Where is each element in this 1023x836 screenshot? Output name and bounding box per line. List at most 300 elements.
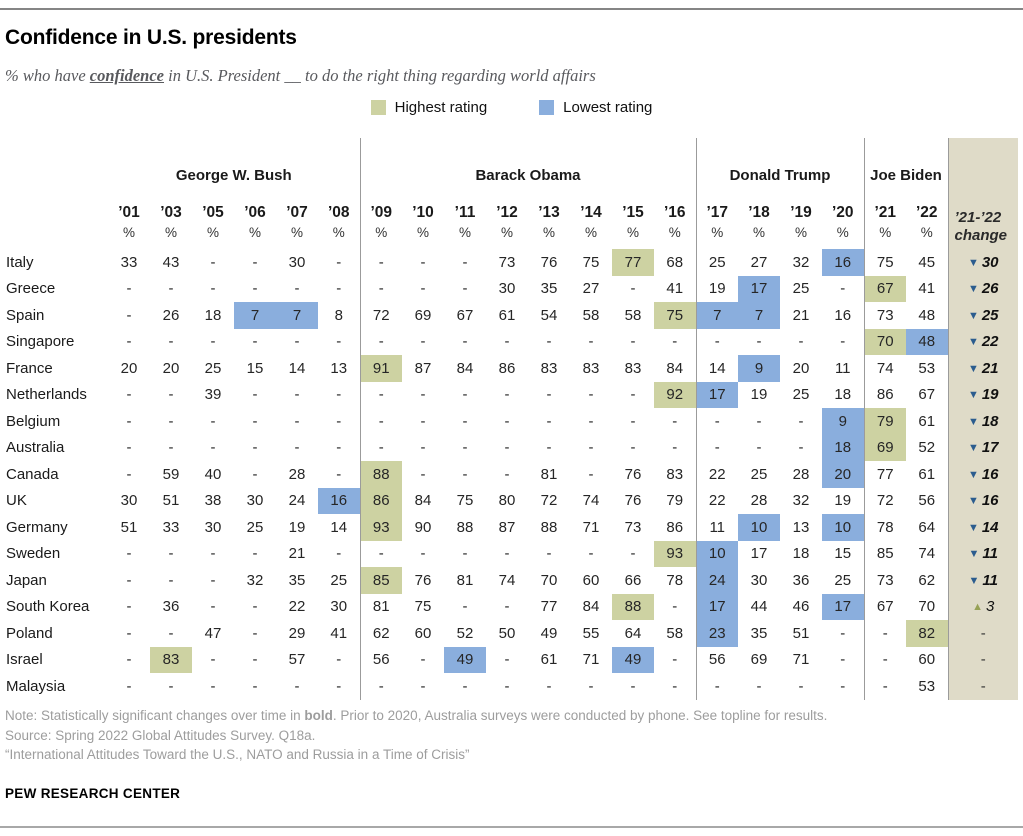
value-cell: 39	[204, 386, 222, 404]
value-cell: 64	[906, 514, 948, 541]
value-cell: -	[798, 439, 804, 457]
table-corner	[4, 138, 108, 192]
note-suffix: . Prior to 2020, Australia surveys were conducted by phone. See topline for results.	[332, 708, 828, 723]
value-cell: 25	[708, 253, 726, 271]
subtitle-suffix: in U.S. President __ to do the right thing regarding world affairs	[164, 66, 596, 85]
president-header: Joe Biden	[864, 138, 948, 192]
percent-symbol: %	[164, 225, 177, 240]
country-label: South Korea	[6, 598, 90, 616]
value-cell: -	[318, 408, 360, 435]
table-row	[4, 435, 1018, 462]
value-cell: -	[318, 673, 360, 700]
value-cell: 18	[822, 435, 864, 462]
legend-item-lowest	[539, 99, 652, 116]
subtitle-emphasis: confidence	[89, 66, 165, 85]
value-cell: 22	[288, 598, 306, 616]
value-cell: 73	[876, 571, 894, 589]
value-cell: 28	[792, 465, 810, 483]
year-header: ’21	[874, 204, 897, 221]
table-row	[4, 461, 1018, 488]
value-cell: 50	[498, 624, 516, 642]
note-line	[5, 706, 1018, 726]
value-cell: -	[588, 412, 594, 430]
change-cell	[948, 408, 1018, 435]
page-title: Confidence in U.S. presidents	[5, 26, 297, 49]
value-cell: 69	[864, 435, 906, 462]
value-cell: 70	[864, 329, 906, 356]
value-cell: -	[462, 439, 468, 457]
value-cell: -	[318, 461, 360, 488]
value-cell: 25	[792, 280, 810, 298]
year-header: ’07	[286, 204, 308, 221]
value-cell: -	[420, 333, 426, 351]
value-cell: 85	[360, 567, 402, 594]
value-cell: -	[252, 651, 258, 669]
change-value: 14	[981, 518, 999, 536]
highest-rating-swatch-icon	[371, 100, 386, 115]
value-cell: -	[588, 386, 594, 404]
value-cell: 69	[750, 651, 768, 669]
value-cell: 76	[624, 465, 642, 483]
legend-item-highest	[371, 99, 488, 116]
value-cell: 79	[654, 488, 696, 515]
value-cell: -	[318, 647, 360, 674]
value-cell: 25	[792, 386, 810, 404]
value-cell: 58	[582, 306, 600, 324]
value-cell: 49	[540, 624, 558, 642]
value-cell: 28	[288, 465, 306, 483]
down-triangle-icon: ▼	[967, 415, 979, 428]
value-cell: 10	[738, 514, 780, 541]
year-header: ’08	[318, 192, 360, 223]
change-cell	[948, 461, 1018, 488]
subtitle	[5, 66, 596, 86]
value-cell: 83	[150, 647, 192, 674]
value-cell: 25	[246, 518, 264, 536]
value-cell: 75	[582, 253, 600, 271]
value-cell: 51	[120, 518, 138, 536]
percent-symbol: %	[584, 225, 597, 240]
year-header: ’03	[160, 204, 182, 221]
value-cell: 85	[876, 545, 894, 563]
value-cell: -	[654, 673, 696, 700]
value-cell: -	[546, 412, 552, 430]
value-cell: -	[420, 677, 426, 695]
value-cell: 33	[120, 253, 138, 271]
down-triangle-icon: ▼	[967, 309, 979, 322]
value-cell: -	[168, 280, 174, 298]
value-cell: 87	[414, 359, 432, 377]
change-value: 22	[981, 333, 999, 351]
value-cell: 35	[540, 280, 558, 298]
value-cell: 20	[162, 359, 180, 377]
value-cell: 77	[876, 465, 894, 483]
change-cell	[948, 567, 1018, 594]
value-cell: -	[126, 439, 132, 457]
value-cell: 17	[750, 545, 768, 563]
value-cell: 35	[750, 624, 768, 642]
value-cell: 23	[696, 620, 738, 647]
value-cell: 32	[792, 492, 810, 510]
value-cell: 41	[654, 276, 696, 303]
value-cell: -	[882, 624, 888, 642]
value-cell: 30	[288, 253, 306, 271]
value-cell: 67	[876, 598, 894, 616]
value-cell: 36	[162, 598, 180, 616]
down-triangle-icon: ▼	[968, 574, 980, 587]
down-triangle-icon: ▼	[967, 336, 979, 349]
percent-symbol: %	[248, 225, 261, 240]
country-label: Singapore	[6, 333, 75, 351]
value-cell: -	[882, 651, 888, 669]
value-cell: 16	[822, 302, 864, 329]
value-cell: 25	[750, 465, 768, 483]
value-cell: 53	[906, 673, 948, 700]
change-cell	[948, 647, 1018, 674]
change-value: 19	[981, 386, 999, 404]
value-cell: 69	[414, 306, 432, 324]
value-cell: 71	[582, 651, 600, 669]
value-cell: -	[378, 253, 384, 271]
value-cell: 86	[654, 514, 696, 541]
table-row	[4, 541, 1018, 568]
country-label: UK	[6, 492, 27, 510]
value-cell: -	[294, 677, 300, 695]
value-cell: -	[210, 439, 216, 457]
value-cell: -	[462, 386, 468, 404]
percent-symbol: %	[542, 225, 555, 240]
value-cell: 72	[372, 306, 390, 324]
value-cell: 36	[792, 571, 810, 589]
country-label: Sweden	[6, 545, 61, 563]
value-cell: 67	[864, 276, 906, 303]
year-header: ’05	[202, 204, 224, 221]
change-value: 16	[981, 465, 999, 483]
legend-lowest-label: Lowest rating	[563, 99, 653, 116]
value-cell: -	[588, 545, 594, 563]
value-cell: 60	[582, 571, 600, 589]
value-cell: -	[318, 249, 360, 276]
down-triangle-icon: ▼	[967, 362, 979, 375]
change-value: 21	[981, 359, 999, 377]
value-cell: 48	[906, 302, 948, 329]
value-cell: -	[504, 465, 510, 483]
value-cell: 32	[246, 571, 264, 589]
value-cell: -	[294, 412, 300, 430]
table-row	[4, 382, 1018, 409]
lowest-rating-swatch-icon	[539, 100, 554, 115]
value-cell: -	[504, 545, 510, 563]
change-value: 17	[981, 439, 999, 457]
year-header: ’12	[496, 204, 518, 221]
value-cell: 9	[738, 355, 780, 382]
value-cell: 84	[654, 355, 696, 382]
value-cell: -	[630, 386, 636, 404]
value-cell: 54	[540, 306, 558, 324]
value-cell: 25	[204, 359, 222, 377]
value-cell: 58	[624, 306, 642, 324]
change-value: -	[980, 651, 986, 669]
value-cell: 11	[709, 518, 726, 536]
value-cell: -	[126, 465, 132, 483]
value-cell: -	[588, 439, 594, 457]
value-cell: 84	[414, 492, 432, 510]
value-cell: -	[318, 382, 360, 409]
value-cell: -	[126, 333, 132, 351]
value-cell: -	[462, 280, 468, 298]
value-cell: 20	[822, 461, 864, 488]
value-cell: -	[168, 624, 174, 642]
value-cell: -	[252, 465, 258, 483]
country-label: Belgium	[6, 412, 61, 430]
change-header-line1: ’21-’22	[954, 209, 1002, 226]
value-cell: 57	[288, 651, 306, 669]
value-cell: 70	[540, 571, 558, 589]
value-cell: 9	[822, 408, 864, 435]
value-cell: 18	[204, 306, 222, 324]
value-cell: 7	[234, 302, 276, 329]
year-header: ’16	[654, 192, 696, 223]
percent-symbol: %	[906, 223, 948, 249]
value-cell: -	[630, 677, 636, 695]
value-cell: 83	[540, 359, 558, 377]
value-cell: 7	[696, 302, 738, 329]
value-cell: 45	[906, 249, 948, 276]
value-cell: 60	[906, 647, 948, 674]
value-cell: -	[168, 386, 174, 404]
country-label: France	[6, 359, 53, 377]
value-cell: 30	[204, 518, 222, 536]
value-cell: 81	[540, 465, 558, 483]
value-cell: 14	[708, 359, 726, 377]
year-header: ’01	[118, 204, 140, 221]
value-cell: 24	[288, 492, 306, 510]
table-row	[4, 276, 1018, 303]
value-cell: 28	[750, 492, 768, 510]
country-label: Israel	[6, 651, 43, 669]
value-cell: -	[756, 333, 762, 351]
percent-symbol: %	[654, 223, 696, 249]
value-cell: 67	[456, 306, 474, 324]
year-header: ’17	[706, 204, 729, 221]
value-cell: 74	[498, 571, 516, 589]
year-header: ’11	[454, 204, 476, 221]
value-cell: -	[294, 333, 300, 351]
value-cell: 11	[822, 355, 864, 382]
value-cell: 7	[276, 302, 318, 329]
value-cell: 75	[414, 598, 432, 616]
percent-symbol: %	[752, 225, 765, 240]
value-cell: 14	[318, 514, 360, 541]
value-cell: 30	[750, 571, 768, 589]
change-value: 16	[981, 492, 999, 510]
value-cell: 18	[792, 545, 810, 563]
value-cell: -	[168, 439, 174, 457]
bottom-rule	[0, 826, 1023, 828]
value-cell: 30	[246, 492, 264, 510]
legend-highest-label: Highest rating	[394, 99, 488, 116]
change-value: 11	[982, 545, 998, 563]
value-cell: 40	[204, 465, 222, 483]
value-cell: -	[504, 677, 510, 695]
value-cell: -	[378, 439, 384, 457]
value-cell: 10	[696, 541, 738, 568]
value-cell: -	[420, 651, 426, 669]
value-cell: -	[504, 651, 510, 669]
value-cell: -	[126, 624, 132, 642]
value-cell: -	[318, 541, 360, 568]
value-cell: 17	[696, 594, 738, 621]
value-cell: -	[210, 677, 216, 695]
value-cell: -	[252, 280, 258, 298]
value-cell: 61	[906, 408, 948, 435]
value-cell: -	[630, 412, 636, 430]
value-cell: -	[462, 412, 468, 430]
value-cell: -	[504, 386, 510, 404]
country-label: Spain	[6, 306, 45, 324]
note-prefix: Note: Statistically significant changes over time in	[5, 708, 305, 723]
value-cell: -	[126, 598, 132, 616]
table-row	[4, 408, 1018, 435]
value-cell: 79	[864, 408, 906, 435]
value-cell: -	[822, 673, 864, 700]
change-cell	[948, 355, 1018, 382]
percent-symbol: %	[375, 225, 388, 240]
value-cell: -	[630, 439, 636, 457]
value-cell: 52	[906, 435, 948, 462]
value-cell: 35	[288, 571, 306, 589]
percent-symbol: %	[500, 225, 513, 240]
value-cell: 70	[906, 594, 948, 621]
value-cell: -	[168, 333, 174, 351]
value-cell: -	[504, 439, 510, 457]
change-cell	[948, 488, 1018, 515]
value-cell: 83	[654, 461, 696, 488]
value-cell: 46	[792, 598, 810, 616]
value-cell: -	[420, 439, 426, 457]
down-triangle-icon: ▼	[967, 442, 979, 455]
value-cell: 56	[372, 651, 390, 669]
value-cell: -	[126, 306, 132, 324]
change-cell	[948, 514, 1018, 541]
change-cell	[948, 435, 1018, 462]
value-cell: 62	[372, 624, 390, 642]
value-cell: -	[588, 677, 594, 695]
country-label: Japan	[6, 571, 47, 589]
value-cell: -	[546, 677, 552, 695]
table-row	[4, 355, 1018, 382]
value-cell: -	[252, 624, 258, 642]
value-cell: 77	[612, 249, 654, 276]
change-cell	[948, 276, 1018, 303]
value-cell: 19	[822, 488, 864, 515]
value-cell: -	[714, 439, 720, 457]
value-cell: 56	[906, 488, 948, 515]
percent-symbol: %	[458, 225, 471, 240]
value-cell: 47	[204, 624, 222, 642]
value-cell: -	[630, 333, 636, 351]
value-cell: 16	[318, 488, 360, 515]
percent-symbol: %	[290, 225, 303, 240]
table-row	[4, 647, 1018, 674]
value-cell: 21	[288, 545, 306, 563]
value-cell: -	[294, 386, 300, 404]
value-cell: 88	[456, 518, 474, 536]
value-cell: -	[168, 412, 174, 430]
value-cell: -	[420, 465, 426, 483]
value-cell: -	[882, 677, 888, 695]
value-cell: -	[588, 333, 594, 351]
value-cell: 30	[498, 280, 516, 298]
value-cell: 61	[540, 651, 558, 669]
value-cell: -	[756, 412, 762, 430]
value-cell: -	[798, 677, 804, 695]
down-triangle-icon: ▼	[967, 495, 979, 508]
value-cell: 17	[696, 382, 738, 409]
value-cell: 43	[162, 253, 180, 271]
change-cell	[948, 302, 1018, 329]
change-value: 18	[981, 412, 999, 430]
value-cell: -	[252, 598, 258, 616]
country-label: Australia	[6, 439, 65, 457]
value-cell: -	[318, 276, 360, 303]
country-label: Malaysia	[6, 677, 66, 695]
change-value: -	[980, 624, 986, 642]
value-cell: -	[798, 412, 804, 430]
value-cell: 61	[498, 306, 516, 324]
percent-symbol: %	[879, 225, 892, 240]
president-header: Barack Obama	[360, 138, 696, 192]
country-label: Italy	[6, 253, 34, 271]
country-label: Poland	[6, 624, 53, 642]
value-cell: -	[654, 329, 696, 356]
value-cell: 21	[792, 306, 810, 324]
value-cell: 73	[876, 306, 894, 324]
value-cell: -	[462, 333, 468, 351]
value-cell: -	[654, 594, 696, 621]
value-cell: 71	[792, 651, 810, 669]
change-cell	[948, 329, 1018, 356]
value-cell: 83	[582, 359, 600, 377]
president-header: George W. Bush	[108, 138, 360, 192]
value-cell: 81	[372, 598, 390, 616]
value-cell: 88	[360, 461, 402, 488]
value-cell: -	[378, 386, 384, 404]
value-cell: 22	[708, 492, 726, 510]
value-cell: 29	[288, 624, 306, 642]
value-cell: 66	[624, 571, 642, 589]
value-cell: 78	[654, 567, 696, 594]
value-cell: -	[654, 647, 696, 674]
value-cell: 74	[582, 492, 600, 510]
percent-symbol: %	[122, 225, 135, 240]
note-bold-word: bold	[304, 708, 333, 723]
change-value: -	[980, 677, 986, 695]
value-cell: -	[210, 571, 216, 589]
percent-symbol: %	[794, 225, 807, 240]
change-value: 25	[981, 306, 999, 324]
value-cell: 71	[582, 518, 600, 536]
value-cell: 73	[624, 518, 642, 536]
value-cell: 72	[540, 492, 558, 510]
change-column-header	[948, 138, 1018, 249]
change-cell	[948, 620, 1018, 647]
value-cell: -	[654, 408, 696, 435]
value-cell: -	[378, 280, 384, 298]
value-cell: 68	[654, 249, 696, 276]
change-value: 26	[981, 280, 999, 298]
value-cell: 62	[906, 567, 948, 594]
